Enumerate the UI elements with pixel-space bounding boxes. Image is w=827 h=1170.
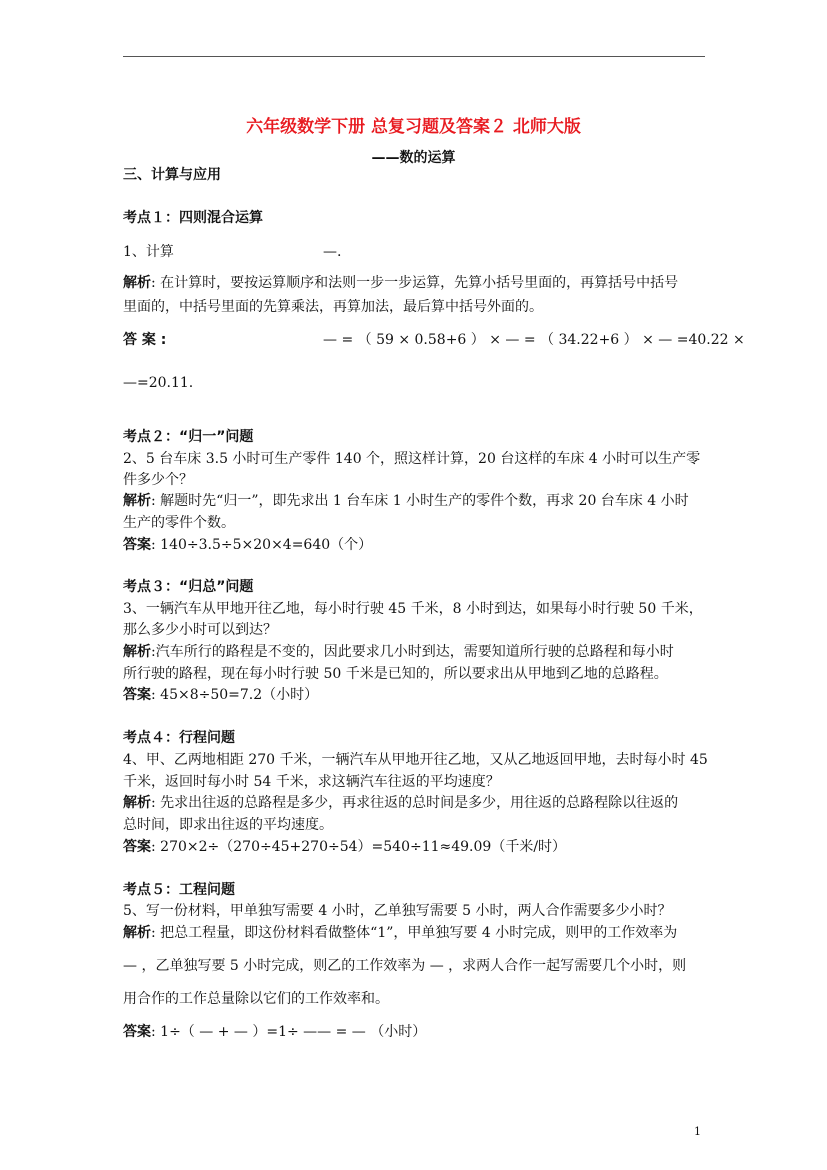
k5-analysis-line3: 用合作的工作总量除以它们的工作效率和。 (123, 991, 389, 1007)
k2-analysis-line2: 生产的零件个数。 (123, 515, 235, 531)
k2-heading: 考点２：“归一”问题 (123, 429, 254, 445)
k1-answer-line2: —=20.11. (123, 375, 194, 391)
document-subtitle: ——数的运算 (371, 150, 456, 166)
k1-question-tail: —. (323, 244, 342, 260)
page-number: 1 (694, 1125, 701, 1138)
analysis-label: 解析 (123, 644, 151, 660)
k1-analysis-line1: 解析: 在计算时，要按运算顺序和法则一步一步运算，先算小括号里面的，再算括号中括号 (123, 275, 679, 291)
k3-question-line2: 那么多少小时可以到达？ (123, 622, 277, 638)
document-title: 六年级数学下册 总复习题及答案２ 北师大版 (246, 117, 581, 137)
header-rule (123, 56, 705, 57)
k1-analysis-line2: 里面的，中括号里面的先算乘法，再算加法，最后算中括号外面的。 (123, 299, 543, 315)
analysis-label: 解析 (123, 275, 151, 291)
answer-label: 答案 (123, 1024, 151, 1040)
k3-answer: 答案: 45×8÷50=7.2（小时） (123, 687, 319, 703)
k4-heading: 考点４：行程问题 (123, 730, 235, 746)
k5-question: 5、写一份材料，甲单独写需要 4 小时，乙单独写需要 5 小时，两人合作需要多少小时？ (123, 903, 672, 919)
k2-question-line1: 2、5 台车床 3.5 小时可生产零件 140 个，照这样计算，20 台这样的车床 4 小时可以生产零 (123, 451, 701, 467)
k1-heading: 考点１：四则混合运算 (123, 210, 263, 226)
k4-analysis-line1: 解析: 先求出往返的总路程是多少，再求往返的总时间是多少，用往返的总路程除以往返的 (123, 795, 679, 811)
analysis-label: 解析 (123, 795, 151, 811)
analysis-label: 解析 (123, 925, 151, 941)
k5-analysis-line2: — ，乙单独写要 5 小时完成，则乙的工作效率为 — ，求两人合作一起写需要几个小时，则 (123, 958, 687, 974)
k1-question: 1、计算 (123, 244, 174, 260)
answer-label: 答案 (123, 537, 151, 553)
k3-analysis-line1: 解析:汽车所行的路程是不变的，因此要求几小时到达，需要知道所行驶的总路程和每小时 (123, 644, 674, 660)
k4-question-line2: 千米，返回时每小时 54 千米，求这辆汽车往返的平均速度？ (123, 774, 500, 790)
k4-analysis-line2: 总时间，即求出往返的平均速度。 (123, 817, 333, 833)
k3-question-line1: 3、一辆汽车从甲地开往乙地，每小时行驶 45 千米，8 小时到达，如果每小时行驶 50 千米， (123, 601, 703, 617)
k5-analysis-line1: 解析: 把总工程量，即这份材料看做整体“1”，甲单独写要 4 小时完成，则甲的工作效率为 (123, 925, 678, 941)
k5-heading: 考点５：工程问题 (123, 882, 235, 898)
answer-label: 答案 (123, 687, 151, 703)
section-heading: 三、计算与应用 (123, 167, 221, 183)
k1-answer-line1: — = （ 59 × 0.58+6 ） × — = （ 34.22+6 ） × — =40.22 × (323, 332, 745, 348)
k3-analysis-line2: 所行驶的路程，现在每小时行驶 50 千米是已知的，所以要求出从甲地到乙地的总路程。 (123, 666, 668, 682)
k4-question-line1: 4、甲、乙两地相距 270 千米，一辆汽车从甲地开往乙地，又从乙地返回甲地，去时每小时 45 (123, 752, 708, 768)
k2-answer: 答案: 140÷3.5÷5×20×4=640（个） (123, 537, 373, 553)
k4-answer: 答案: 270×2÷（270÷45+270÷54）=540÷11≈49.09（千米/时） (123, 839, 567, 855)
k3-heading: 考点３：“归总”问题 (123, 579, 254, 595)
k2-question-line2: 件多少个？ (123, 472, 193, 488)
k5-answer: 答案: 1÷（ — + — ）=1÷ —— = — （小时） (123, 1024, 427, 1040)
analysis-label: 解析 (123, 493, 151, 509)
k1-answer-label: 答 案 : (123, 332, 167, 348)
answer-label: 答案 (123, 839, 151, 855)
k2-analysis-line1: 解析: 解题时先“归一”，即先求出 1 台车床 1 小时生产的零件个数，再求 20 台车床 4 小时 (123, 493, 689, 509)
